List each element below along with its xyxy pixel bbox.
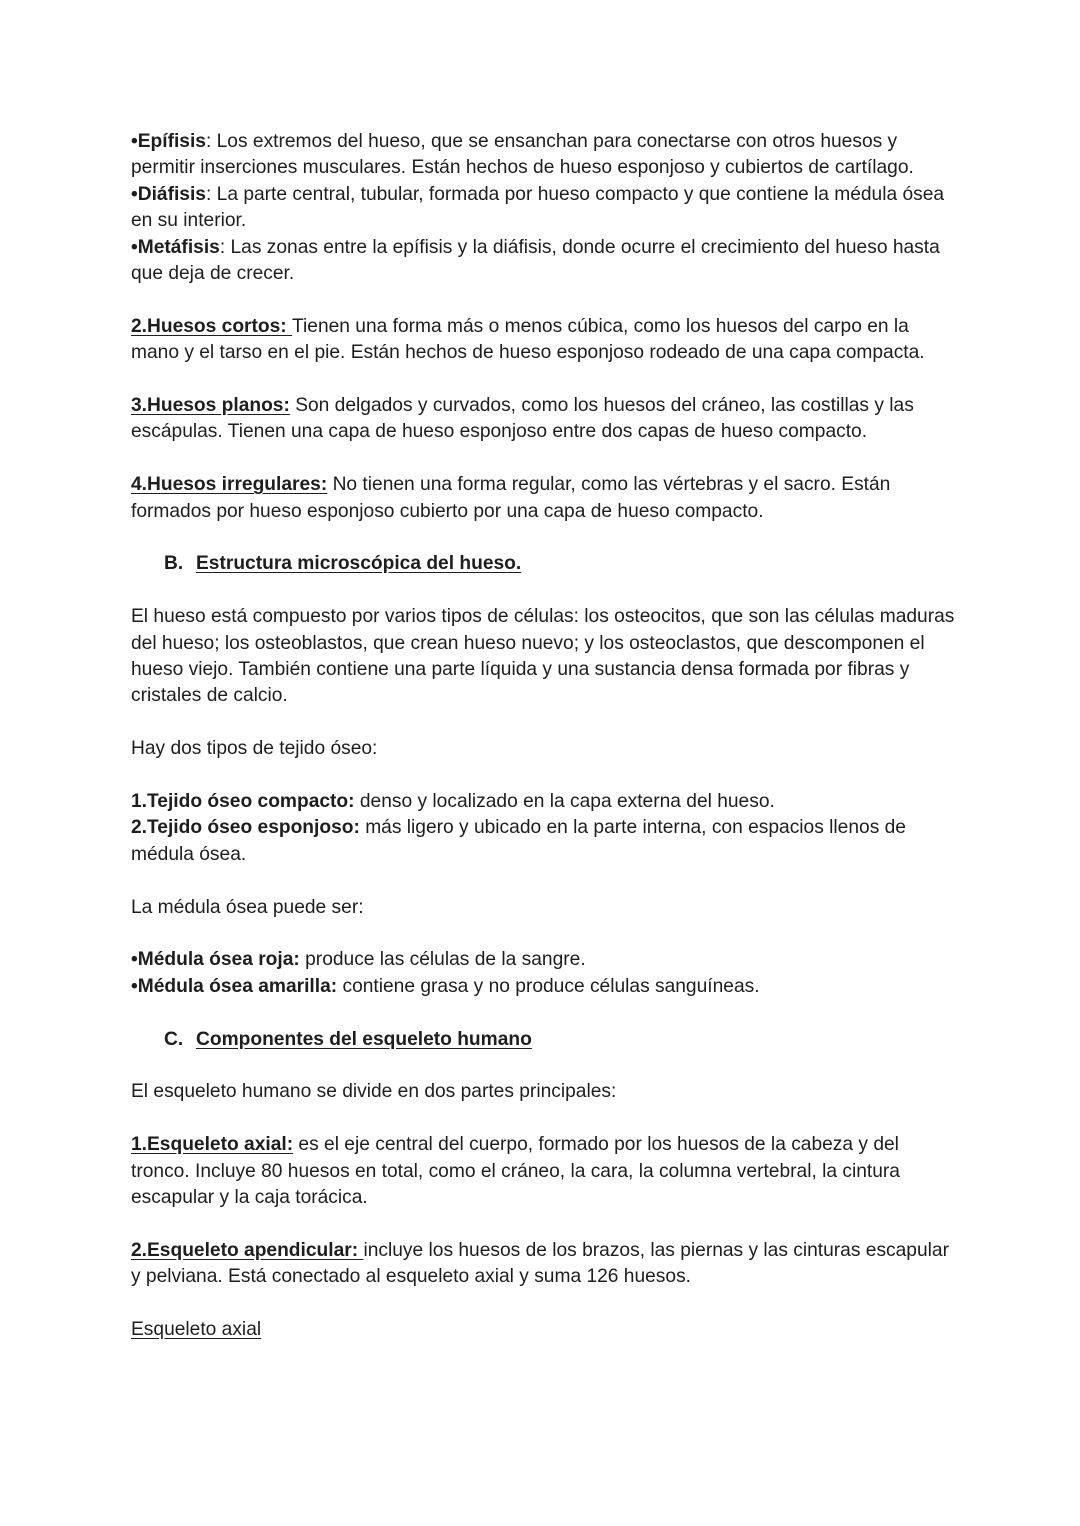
section-c-title: Componentes del esqueleto humano — [196, 1028, 532, 1050]
huesos-planos-term: 3.Huesos planos: — [131, 395, 290, 417]
huesos-cortos-text: Tienen una forma más o menos cúbica, como los huesos del carpo en la mano y el tarso en el pie. Están hechos de hueso esponjoso rodeado de una capa compacta. — [131, 315, 925, 364]
medula-intro: La médula ósea puede ser: — [131, 896, 364, 918]
diafisis-paragraph — [131, 182, 961, 235]
epifisis-paragraph — [131, 129, 961, 182]
medula-roja-term: •Médula ósea roja: — [131, 949, 300, 971]
esqueleto-apendicular-term: 2.Esqueleto apendicular: — [131, 1239, 364, 1261]
tejido-compacto-text: denso y localizado en la capa externa del hueso. — [354, 791, 775, 813]
diafisis-term: •Diáfisis — [131, 183, 206, 205]
tejido-esponjoso-text: más ligero y ubicado en la parte interna, con espacios llenos de médula ósea. — [131, 817, 906, 865]
medula-amarilla-term: •Médula ósea amarilla: — [131, 975, 338, 997]
microscopica-paragraph: El hueso está compuesto por varios tipos de células: los osteocitos, que son las células maduras del hueso; los osteoblastos, que crean hueso nuevo; y los osteoclastos, que descomponen el hueso viejo. También contiene una parte líquida y una sustancia densa formada por fibras y cristales de calcio. — [131, 606, 955, 707]
document-page — [131, 129, 961, 1343]
esqueleto-axial-paragraph — [131, 1132, 961, 1211]
metafisis-paragraph — [131, 235, 961, 288]
huesos-irregulares-paragraph — [131, 472, 961, 525]
metafisis-term: •Metáfisis — [131, 236, 220, 258]
esqueleto-axial-heading — [131, 1317, 961, 1343]
huesos-irregulares-text: No tienen una forma regular, como las vértebras y el sacro. Están formados por hueso esponjoso cubierto por una capa de hueso compacto. — [131, 474, 891, 522]
medula-amarilla-paragraph — [131, 974, 961, 1000]
esqueleto-apendicular-text: incluye los huesos de los brazos, las piernas y las cinturas escapular y pelviana. Está conectado al esqueleto axial y suma 126 huesos. — [131, 1239, 949, 1288]
tejido-esponjoso-term: 2.Tejido óseo esponjoso: — [131, 817, 360, 839]
section-b-title: Estructura microscópica del hueso. — [196, 553, 522, 575]
diafisis-text: : La parte central, tubular, formada por hueso compacto y que contiene la médula ósea en su interior. — [131, 183, 945, 232]
epifisis-term: •Epífisis — [131, 131, 206, 152]
huesos-planos-text: Son delgados y curvados, como los huesos del cráneo, las costillas y las escápulas. Tienen una capa de hueso esponjoso entre dos capas de hueso compacto. — [131, 395, 914, 443]
section-c-letter: C. — [164, 1028, 184, 1050]
tejido-compacto-term: 1.Tejido óseo compacto: — [131, 791, 355, 813]
tejido-intro: Hay dos tipos de tejido óseo: — [131, 738, 378, 760]
section-b-letter: B. — [164, 553, 184, 575]
tejido-esponjoso-paragraph — [131, 815, 961, 868]
huesos-cortos-paragraph — [131, 314, 961, 367]
tejido-compacto-paragraph — [131, 789, 961, 815]
esqueleto-axial-term: 1.Esqueleto axial: — [131, 1134, 294, 1156]
epifisis-text: : Los extremos del hueso, que se ensanchan para conectarse con otros huesos y permitir inserciones musculares. Están hechos de hueso esponjoso y cubiertos de cartílago. — [131, 131, 914, 179]
esqueleto-apendicular-paragraph — [131, 1238, 961, 1291]
huesos-cortos-term: 2.Huesos cortos: — [131, 315, 293, 337]
metafisis-text: : Las zonas entre la epífisis y la diáfisis, donde ocurre el crecimiento del hueso hasta que deja de crecer. — [131, 236, 940, 285]
medula-roja-text: produce las células de la sangre. — [299, 949, 586, 971]
esqueleto-axial-heading-text: Esqueleto axial — [131, 1319, 262, 1341]
medula-roja-paragraph — [131, 947, 961, 973]
huesos-planos-paragraph — [131, 393, 961, 446]
esqueleto-intro: El esqueleto humano se divide en dos partes principales: — [131, 1081, 617, 1103]
huesos-irregulares-term: 4.Huesos irregulares: — [131, 474, 328, 496]
esqueleto-axial-text: es el eje central del cuerpo, formado por los huesos de la cabeza y del tronco. Incluye 80 huesos en total, como el cráneo, la cara, la columna vertebral, la cintura escapular y la caja torácica. — [131, 1134, 900, 1209]
medula-amarilla-text: contiene grasa y no produce células sanguíneas. — [337, 975, 760, 997]
section-c-heading — [131, 1027, 961, 1053]
section-b-heading — [131, 551, 961, 577]
